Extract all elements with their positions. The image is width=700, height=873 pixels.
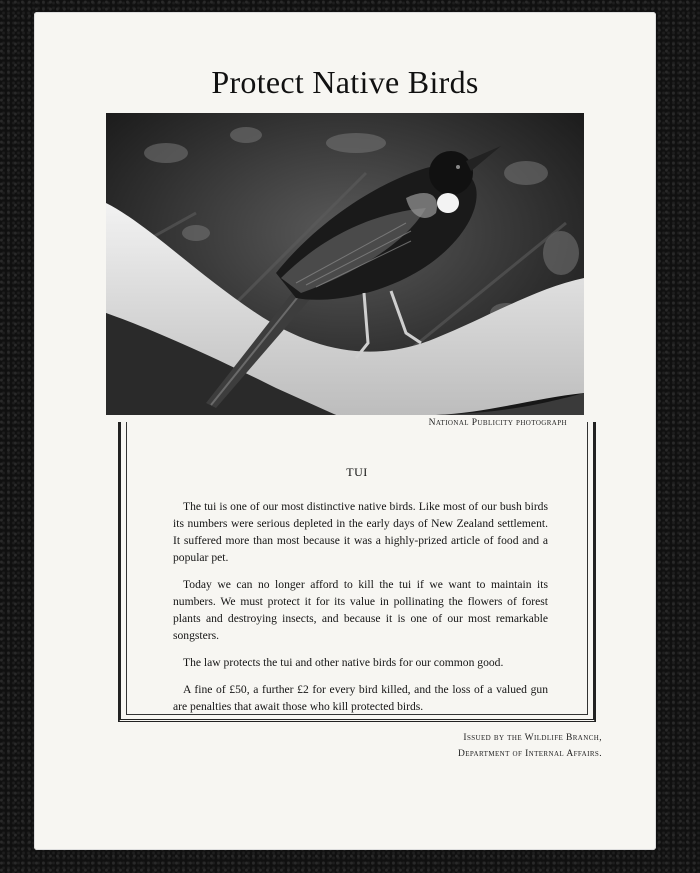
- tui-photograph: [106, 113, 584, 415]
- subject-heading: TUI: [346, 465, 368, 479]
- issuer-line-1: Issued by the Wildlife Branch,: [463, 733, 602, 743]
- bird-photo-illustration: [106, 113, 584, 415]
- photo-credit: National Publicity photograph: [428, 418, 567, 428]
- poster-sheet: [34, 12, 656, 850]
- paragraph-2: Today we can no longer afford to kill the tui if we want to maintain its numbers. We must protect it for its value in pollinating the flowers of forest plants and destroying insects, and because it is one of our most remarkable songsters.: [173, 578, 548, 642]
- poster-title: Protect Native Birds: [211, 64, 479, 100]
- issuer-line-2: Department of Internal Affairs.: [457, 749, 602, 759]
- paragraph-1: The tui is one of our most distinctive native birds. Like most of our bush birds its numbers were serious depleted in the early days of New Zealand settlement. It suffered more than most because it was a highly-prized article of food and a popular pet.: [173, 500, 548, 564]
- issuer-block: [342, 730, 602, 762]
- paragraph-4: A fine of £50, a further £2 for every bird killed, and the loss of a valued gun are penalties that await those who kill protected birds.: [173, 683, 548, 713]
- notice-text: [173, 498, 548, 725]
- notice-box: [118, 422, 596, 722]
- paragraph-3: The law protects the tui and other native birds for our common good.: [183, 656, 504, 669]
